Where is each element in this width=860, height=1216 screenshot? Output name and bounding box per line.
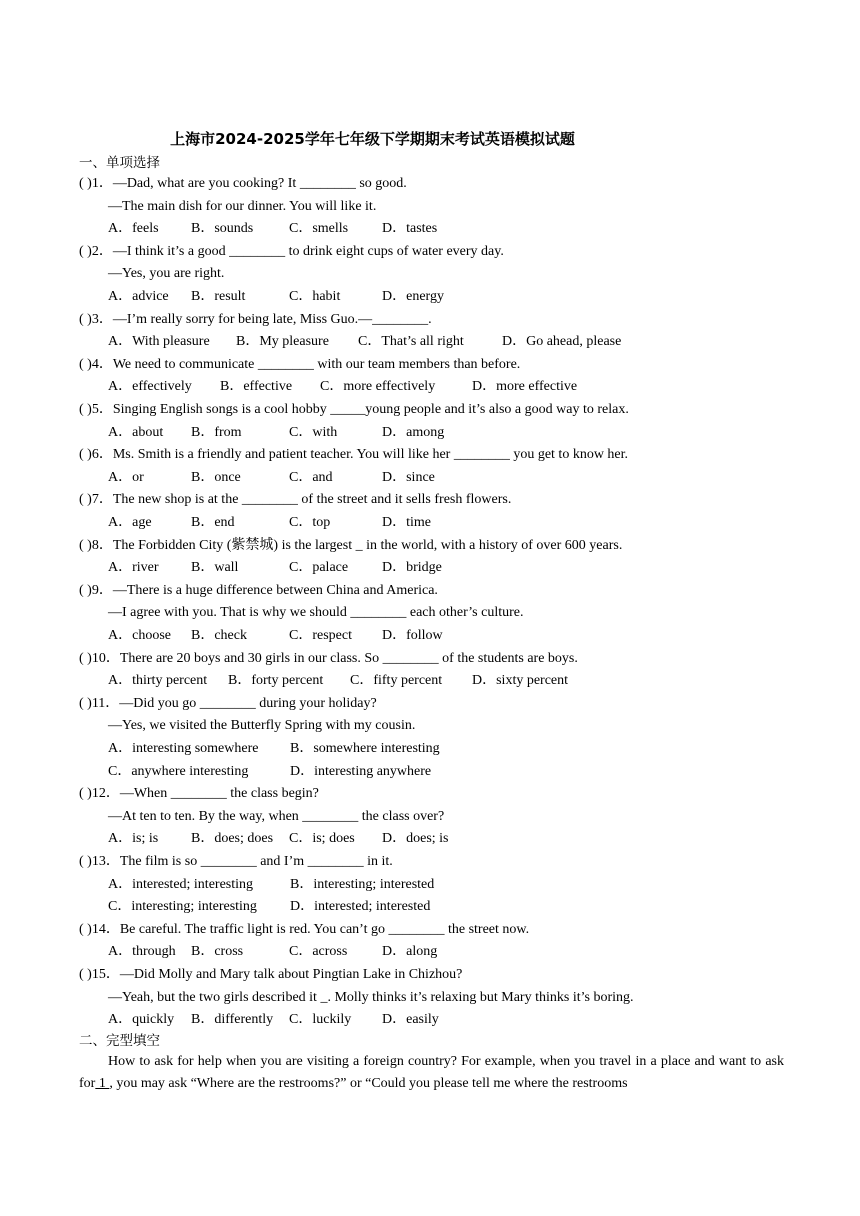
answer-option: D．more effective (472, 379, 578, 395)
question-stem: ( )2．—I think it’s a good ________ to drink eight cups of water every day. (79, 243, 504, 259)
answer-option: C．That’s all right (358, 334, 464, 350)
answer-option: B．does; does (191, 831, 274, 847)
answer-option: C．smells (289, 221, 349, 237)
answer-option: A．interested; interesting (108, 876, 254, 892)
question-stem: ( )9．—There is a huge difference between China and America. (79, 582, 438, 598)
question-stem: ( )15．—Did Molly and Mary talk about Pingtian Lake in Chizhou? (79, 967, 463, 982)
answer-option: D．sixty percent (472, 673, 569, 689)
answer-option: B．cross (191, 944, 244, 960)
question-stem: ( )10．There are 20 boys and 30 girls in our class. So ________ of the students are boys. (79, 650, 578, 666)
answer-option: A．through (108, 944, 176, 960)
answer-option: C．respect (289, 628, 352, 643)
answer-option: A．choose (108, 628, 171, 643)
passage-text-after: , you may ask “Where are the restrooms?” or “Could you please tell me where the restrooms (109, 1076, 628, 1092)
answer-option: A．effectively (108, 379, 192, 395)
answer-option: B．check (191, 628, 247, 643)
answer-option: B．forty percent (228, 673, 324, 689)
passage-blank-1: 1 (95, 1076, 110, 1092)
answer-option: C．fifty percent (350, 673, 443, 689)
question-dialogue-line: —Yeah, but the two girls described it _. Molly thinks it’s relaxing but Mary thinks it’s boring. (108, 989, 634, 1005)
answer-option: A．With pleasure (108, 334, 210, 350)
answer-option: C．interesting; interesting (108, 899, 257, 915)
answer-option: D．interesting anywhere (290, 763, 432, 779)
question-stem: ( )7．The new shop is at the ________ of the street and it sells fresh flowers. (79, 492, 512, 508)
answer-option: A．about (108, 424, 164, 440)
answer-option: A．interesting somewhere (108, 741, 259, 756)
answer-option: A．age (108, 515, 152, 530)
question-dialogue-line: —I agree with you. That is why we should ________ each other’s culture. (108, 605, 524, 621)
answer-option: B．once (191, 469, 241, 485)
answer-option: C．with (289, 424, 338, 440)
answer-option: B．from (191, 424, 242, 440)
question-dialogue-line: —At ten to ten. By the way, when ________ the class over? (108, 808, 445, 824)
answer-option: A．is; is (108, 831, 159, 847)
question-stem: ( )4．We need to communicate ________ with our team members than before. (79, 356, 521, 372)
answer-option: A．quickly (108, 1012, 175, 1028)
answer-option: C．habit (289, 289, 341, 304)
question-stem: ( )1．—Dad, what are you cooking? It ________ so good. (79, 176, 407, 191)
answer-option: C．more effectively (320, 379, 436, 395)
answer-option: D．among (382, 424, 445, 440)
answer-option: A．advice (108, 289, 169, 304)
answer-option: C．palace (289, 560, 349, 576)
question-dialogue-line: —The main dish for our dinner. You will like it. (108, 198, 377, 214)
answer-option: C．is; does (289, 831, 355, 847)
question-stem: ( )6．Ms. Smith is a friendly and patient teacher. You will like her ________ you get to know her. (79, 447, 629, 463)
answer-option: A．river (108, 560, 159, 576)
answer-option: A．or (108, 469, 144, 485)
answer-option: D．energy (382, 289, 444, 304)
question-stem: ( )3．—I’m really sorry for being late, Miss Guo.—________. (79, 311, 432, 327)
section-heading-single-choice: 一、单项选择 (79, 155, 160, 171)
passage-text-before: How to ask for help when you are visiting a foreign country? For example, when you travel in a place and want to ask for (79, 1053, 784, 1092)
exam-title: 上海市2024-2025学年七年级下学期期末考试英语模拟试题 (170, 130, 575, 148)
answer-option: D．since (382, 469, 435, 485)
question-stem: ( )8．The Forbidden City (紫禁城) is the largest _ in the world, with a history of over 600 years. (79, 537, 623, 553)
answer-option: A．thirty percent (108, 673, 208, 689)
answer-option: D．follow (382, 628, 443, 643)
answer-option: B．My pleasure (236, 334, 329, 350)
answer-option: D．time (382, 515, 431, 530)
answer-option: C．across (289, 944, 348, 960)
answer-option: D．does; is (382, 831, 449, 847)
answer-option: A．feels (108, 221, 159, 237)
answer-option: B．interesting; interested (290, 876, 435, 892)
section-heading-cloze: 二、完型填空 (79, 1032, 160, 1049)
answer-option: B．sounds (191, 221, 254, 237)
answer-option: C．anywhere interesting (108, 763, 249, 779)
cloze-passage (79, 1051, 784, 1096)
answer-option: D．interested; interested (290, 899, 431, 915)
answer-option: B．wall (191, 560, 239, 576)
answer-option: C．and (289, 469, 333, 485)
question-stem: ( )13．The film is so ________ and I’m ________ in it. (79, 854, 393, 869)
answer-option: D．tastes (382, 221, 438, 237)
question-stem: ( )12．—When ________ the class begin? (79, 786, 319, 802)
question-dialogue-line: —Yes, we visited the Butterfly Spring with my cousin. (108, 718, 416, 734)
answer-option: B．result (191, 289, 246, 304)
answer-option: B．somewhere interesting (290, 741, 440, 756)
answer-option: D．Go ahead, please (502, 334, 622, 350)
question-stem: ( )5．Singing English songs is a cool hobby _____young people and it’s also a good way to relax. (79, 402, 629, 417)
answer-option: B．end (191, 515, 235, 530)
question-stem: ( )14．Be careful. The traffic light is red. You can’t go ________ the street now. (79, 921, 530, 937)
answer-option: C．luckily (289, 1012, 352, 1028)
answer-option: D．bridge (382, 560, 442, 576)
question-stem: ( )11．—Did you go ________ during your holiday? (79, 695, 377, 711)
answer-option: D．easily (382, 1012, 439, 1028)
answer-option: B．effective (220, 379, 293, 395)
question-dialogue-line: —Yes, you are right. (108, 266, 225, 282)
answer-option: B．differently (191, 1012, 274, 1028)
answer-option: C．top (289, 515, 331, 530)
answer-option: D．along (382, 944, 438, 960)
